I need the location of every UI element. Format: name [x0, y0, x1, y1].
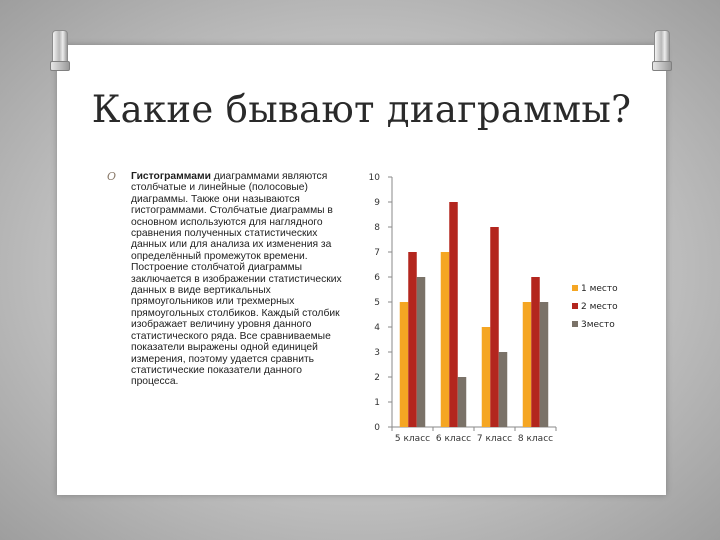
bar [531, 277, 540, 427]
x-tick-label: 7 класс [476, 434, 513, 444]
bar-chart [360, 165, 620, 455]
y-tick-label: 6 [374, 273, 380, 283]
y-tick-label: 0 [374, 423, 380, 433]
bar [499, 352, 508, 427]
bar [400, 302, 409, 427]
y-tick-label: 4 [374, 323, 380, 333]
body-rest-text: диаграммами являются столбчатые и линейные (полосовые) диаграммы. Также они называются гистограммами. Столбчатые диаграммы в основном используются для наглядного сравнения полученных статистических данных или для анализа их изменения за определённый промежуток времени. Построение столбчатой диаграммы заключается в изображении статистических данных в виде вертикальных прямоугольников или трехмерных прямоугольных столбиков. Каждый столбик изображает величину уровня данного статистического ряда. Все сравниваемые показатели выражены одной единицей измерения, поэтому удается сравнить статистические показатели данного процесса. [131, 171, 342, 388]
legend-swatch [572, 285, 578, 291]
y-tick-label: 1 [374, 398, 380, 408]
bar [482, 327, 491, 427]
bar [490, 227, 499, 427]
x-tick-label: 6 класс [435, 434, 472, 444]
body-bold-term: Гистограммами [131, 171, 211, 182]
x-tick-label: 5 класс [394, 434, 431, 444]
slide-title: Какие бывают диаграммы? [91, 88, 632, 131]
y-tick-label: 9 [374, 198, 380, 208]
y-tick-label: 2 [374, 373, 380, 383]
binder-clip-right-icon [654, 30, 670, 66]
legend-swatch [572, 303, 578, 309]
legend-swatch [572, 321, 578, 327]
body-paragraph [131, 171, 349, 388]
bar [458, 377, 467, 427]
legend-label: 1 место [581, 284, 618, 294]
legend-label: 3место [581, 320, 615, 330]
bar [540, 302, 549, 427]
binder-clip-left-icon [52, 30, 68, 66]
x-tick-label: 8 класс [517, 434, 554, 444]
bar [523, 302, 532, 427]
y-tick-label: 10 [368, 173, 380, 183]
bar [449, 202, 458, 427]
bar [408, 252, 417, 427]
bar [441, 252, 450, 427]
y-tick-label: 5 [374, 298, 380, 308]
bar [417, 277, 426, 427]
y-tick-label: 8 [374, 223, 380, 233]
y-tick-label: 3 [374, 348, 380, 358]
legend-label: 2 место [581, 302, 618, 312]
bullet-icon: O [107, 170, 117, 183]
y-tick-label: 7 [374, 248, 380, 258]
